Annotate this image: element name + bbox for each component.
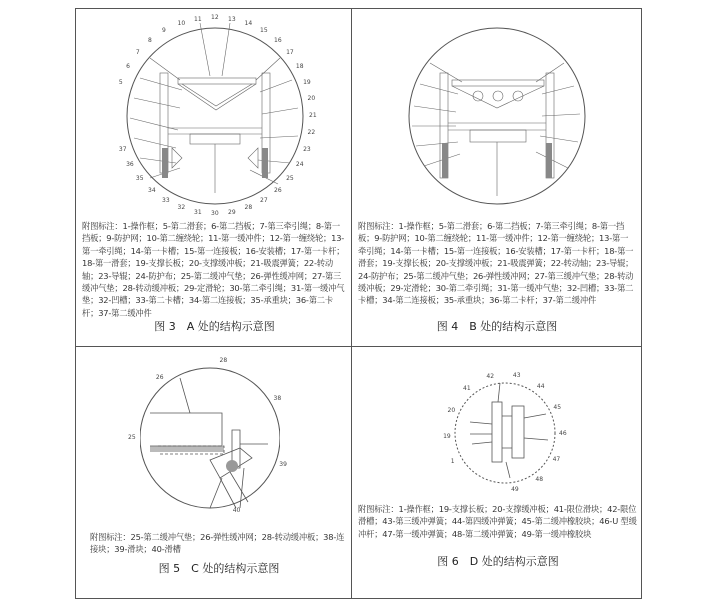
fig6-label-43: 43 [512,372,521,380]
fig3-label-11: 11 [194,15,202,23]
fig3-label-19: 19 [303,78,311,86]
fig3-label-6: 6 [126,63,130,70]
fig6-label-44: 44 [536,383,545,391]
fig6-label-47: 47 [552,455,561,463]
fig3-label-37: 37 [118,145,127,153]
fig5-label-39: 39 [279,460,287,468]
fig6-label-19: 19 [443,432,451,440]
fig3-label-16: 16 [274,36,282,44]
fig3-label-27: 27 [260,196,268,204]
fig3-label-10: 10 [177,19,186,27]
fig3-label-22: 22 [307,129,316,136]
fig3-label-7: 7 [135,49,140,56]
fig5-label-38: 38 [273,395,282,402]
fig5-label-40: 40 [232,507,241,515]
figure-5-drawing [140,358,280,523]
fig5-label-25: 25 [128,434,136,441]
fig3-label-28: 28 [244,204,253,212]
fig3-label-32: 32 [177,204,186,212]
fig3-label-34: 34 [148,187,156,195]
figure-5-title: 图 5 C 处的结构示意图 [158,562,280,575]
fig3-label-21: 21 [309,112,317,119]
fig3-label-20: 20 [307,95,316,102]
figure-3-title: 图 3 A 处的结构示意图 [154,320,275,333]
grid-divider-horizontal [75,346,642,347]
fig3-label-23: 23 [303,145,311,153]
fig6-label-20: 20 [447,406,456,414]
figure-5-caption: 附图标注：25-第二缓冲气垫；26-弹性缓冲网；28-转动缓冲板；38-连接块；39-滑块；40-滑槽 [90,532,345,555]
fig6-label-46: 46 [559,429,567,437]
fig3-label-33: 33 [162,196,170,204]
fig3-label-5: 5 [118,78,123,86]
fig3-label-30: 30 [211,210,219,217]
figure-4-caption: 附图标注：1-操作框；5-第二滑套；6-第二挡板；7-第三牵引绳；8-第一挡板；9-防护网；10-第二缠绕轮；11-第一缓冲件；12-第一缠绕轮；13-第一牵引绳；14-第一卡槽；15-第一连接板；16-安装槽；17-第一卡杆；18-第一滑套；19-支撑长板；20-支撑缓冲板；21-吸震弹簧；22-转动轴；23-导辊；24-防护布；25-第二缓冲气垫；26-弹性缓冲网；27-第三缓冲气垫；28-转动缓冲板；29-定滑轮；30-第二牵引绳；31-第一缓冲气垫；32-凹槽；33-第二卡槽；34-第二连接板；35-承重块；36-第二卡杆；37-第二缓冲件 [358,221,634,306]
fig3-label-8: 8 [148,36,152,44]
fig3-label-26: 26 [274,187,282,195]
fig3-label-36: 36 [126,161,134,168]
fig3-label-17: 17 [286,49,294,56]
fig3-label-15: 15 [260,27,268,35]
figure-3-caption: 附图标注：1-操作框；5-第二滑套；6-第二挡板；7-第三牵引绳；8-第一挡板；9-防护网；10-第二缠绕轮；11-第一缓冲件；12-第一缠绕轮；13-第一牵引绳；14-第一卡槽；15-第一连接板；16-安装槽；17-第一卡杆；18-第一滑套；19-支撑长板；20-支撑缓冲板；21-吸震弹簧；22-转动轴；23-导辊；24-防护布；25-第二缓冲气垫；26-弹性缓冲网；27-第三缓冲气垫；28-转动缓冲板；29-定滑轮；30-第二牵引绳；31-第一缓冲气垫；32-凹槽；33-第二卡槽；34-第二连接板；35-承重块；36-第二卡杆；37-第二缓冲件 [82,221,345,318]
fig6-label-49: 49 [511,486,519,494]
fig3-label-18: 18 [295,63,304,70]
fig6-label-42: 42 [486,372,495,380]
fig3-label-25: 25 [286,175,294,182]
fig3-label-35: 35 [135,175,144,182]
fig3-label-13: 13 [228,15,236,23]
figure-6-title: 图 6 D 处的结构示意图 [437,555,559,568]
fig6-label-1: 1 [450,458,455,465]
fig6-label-48: 48 [535,475,544,483]
fig3-label-31: 31 [194,208,202,216]
fig6-label-41: 41 [463,385,471,393]
fig3-label-29: 29 [228,208,236,216]
fig5-label-28: 28 [219,357,228,365]
figure-4-title: 图 4 B 处的结构示意图 [436,320,558,333]
fig5-label-26: 26 [155,374,164,382]
fig3-label-14: 14 [244,19,253,27]
grid-divider-vertical [351,8,352,599]
figure-6-caption: 附图标注：1-操作框；19-支撑长板；20-支撑缓冲板；41-限位滑块；42-限位滑槽；43-第三缓冲弹簧；44-第四缓冲弹簧；45-第二缓冲橡胶块；46-U 型缓冲杆；47-第一缓冲弹簧；48-第二缓冲弹簧；49-第一缓冲橡胶块 [358,504,637,539]
fig6-label-45: 45 [553,404,562,412]
figure-4-drawing [402,18,592,213]
fig3-label-12: 12 [211,14,219,21]
fig3-label-24: 24 [295,161,304,168]
fig3-label-9: 9 [162,27,166,35]
